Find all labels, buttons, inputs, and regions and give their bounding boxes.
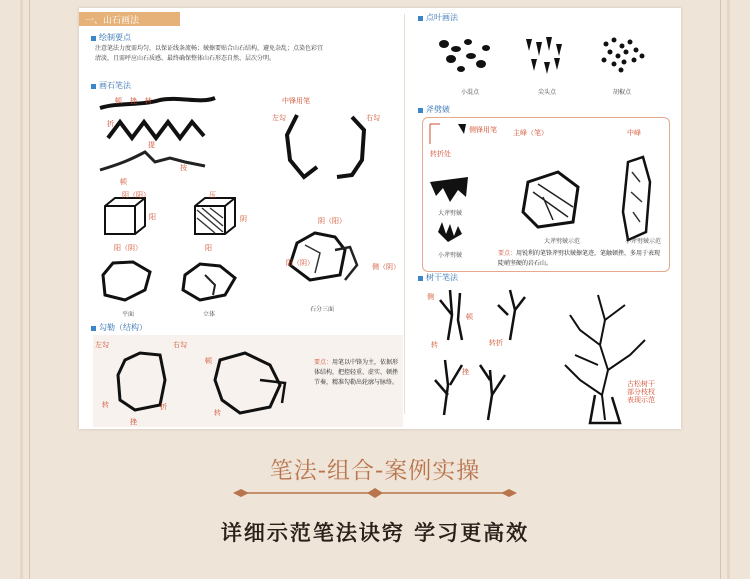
tree-label-4: 挫: [462, 368, 469, 376]
stroke-label-7: 顿: [120, 178, 127, 186]
cun-caption-4: 小斧劈皴示范: [625, 238, 662, 245]
dots-caption-1: 小混点: [461, 89, 480, 96]
cun-drawings: [428, 122, 663, 247]
stone-label-2: 阳（阴）: [286, 259, 314, 267]
draw-points-text: 注意笔法力度需均匀，以保证线条流畅；皴擦要贴合山石结构，避免杂乱；点染色彩宜清淡，且需呼应山石质感。最终确保整体山石形态自然、层次分明。: [95, 45, 324, 62]
cun-heading: 斧劈皴: [418, 104, 450, 115]
dots-heading: 点叶画法: [418, 12, 458, 23]
cun-label-4: 转折处: [430, 150, 451, 158]
cun-label-3: 中峰: [627, 129, 641, 137]
section-title-tag: [79, 12, 180, 26]
stroke-label-2: 挫: [130, 97, 137, 105]
caption-three-faces: 石分三面: [310, 306, 335, 313]
cube-label-1: 阴（阳）: [122, 191, 150, 199]
rock-plane-solid: [95, 260, 245, 305]
tree-label-3: 转: [431, 341, 438, 349]
tree-label-2: 顿: [466, 313, 473, 321]
section-heading: 笔法-组合-案例实操: [269, 458, 481, 484]
tree-note: 古松树干部分枝杈表现示范: [627, 380, 655, 404]
stone-three-faces: [285, 225, 380, 285]
gouhe-heading: 勾勒（结构）: [91, 322, 147, 333]
cun-label-1: 侧锋用笔: [469, 126, 497, 134]
gouhe-note: 要点：用笔以中锋为主，依据形体结构，把控轻重、虚实、顿挫节奏，精准勾勒出轮廓与脉络。: [314, 359, 399, 386]
cube-label-6: 阳: [205, 244, 212, 252]
gouhe-label-6: 折: [160, 403, 167, 411]
gouhe-label-7: 转: [214, 409, 221, 417]
ornament-divider: [233, 487, 517, 499]
dot-leaf-samples: [436, 34, 656, 79]
stroke-label-4: 折: [107, 120, 114, 128]
stroke-label-5: 提: [148, 141, 155, 149]
stroke-label-3: 转: [145, 97, 152, 105]
section-title: 一、山石画法: [85, 16, 140, 26]
gouhe-label-4: 转: [102, 401, 109, 409]
stone-label-3: 侧（阴）: [372, 263, 400, 271]
cun-caption-2: 小斧劈皴: [438, 252, 463, 259]
cun-caption-1: 大斧劈皴: [438, 210, 463, 217]
tree-heading: 树干笔法: [418, 272, 458, 283]
stroke-method-heading: 画石笔法: [91, 80, 131, 91]
dots-caption-3: 胡椒点: [613, 89, 632, 96]
gouhe-label-1: 左勾: [95, 341, 109, 349]
tree-trunk-drawings: [430, 285, 660, 425]
cube-drawings: [100, 196, 250, 236]
zhongfeng-label: 中锋用笔: [282, 97, 310, 105]
page-divider: [404, 14, 405, 414]
stroke-label-1: 顿: [115, 97, 122, 105]
stroke-label-6: 按: [180, 164, 187, 172]
cube-label-5: 阴: [240, 215, 247, 223]
dots-caption-2: 尖头点: [538, 89, 557, 96]
zhongfeng-brackets: [282, 105, 372, 185]
tree-label-1: 侧: [427, 293, 434, 301]
cun-caption-3: 大斧劈皴示范: [544, 238, 581, 245]
stone-label-1: 阴（阳）: [318, 217, 346, 225]
gouhe-label-2: 右勾: [173, 341, 187, 349]
cube-label-4: 压: [209, 191, 216, 199]
gouhe-right: 右勾: [366, 114, 380, 122]
cube-label-2: 阳: [149, 213, 156, 221]
caption-plane: 平面: [122, 311, 135, 318]
gouhe-left: 左勾: [272, 114, 286, 122]
caption-solid: 立体: [203, 311, 216, 318]
section-subheading: 详细示范笔法诀窍 学习更高效: [220, 521, 530, 545]
cun-label-2: 主峰（笔）: [513, 129, 548, 137]
draw-points-heading: 绘制要点: [91, 32, 131, 43]
cun-note: 要点：用锐利的笔锋斧劈状皴擦笔迹，笔触顿挫，多用于表现陡峭坚硬的岩石山。: [498, 250, 661, 267]
gouhe-label-5: 挫: [130, 418, 137, 426]
cube-label-3: 阳（阴）: [114, 244, 142, 252]
gouhe-label-3: 顿: [205, 357, 212, 365]
tree-label-5: 转折: [489, 339, 503, 347]
